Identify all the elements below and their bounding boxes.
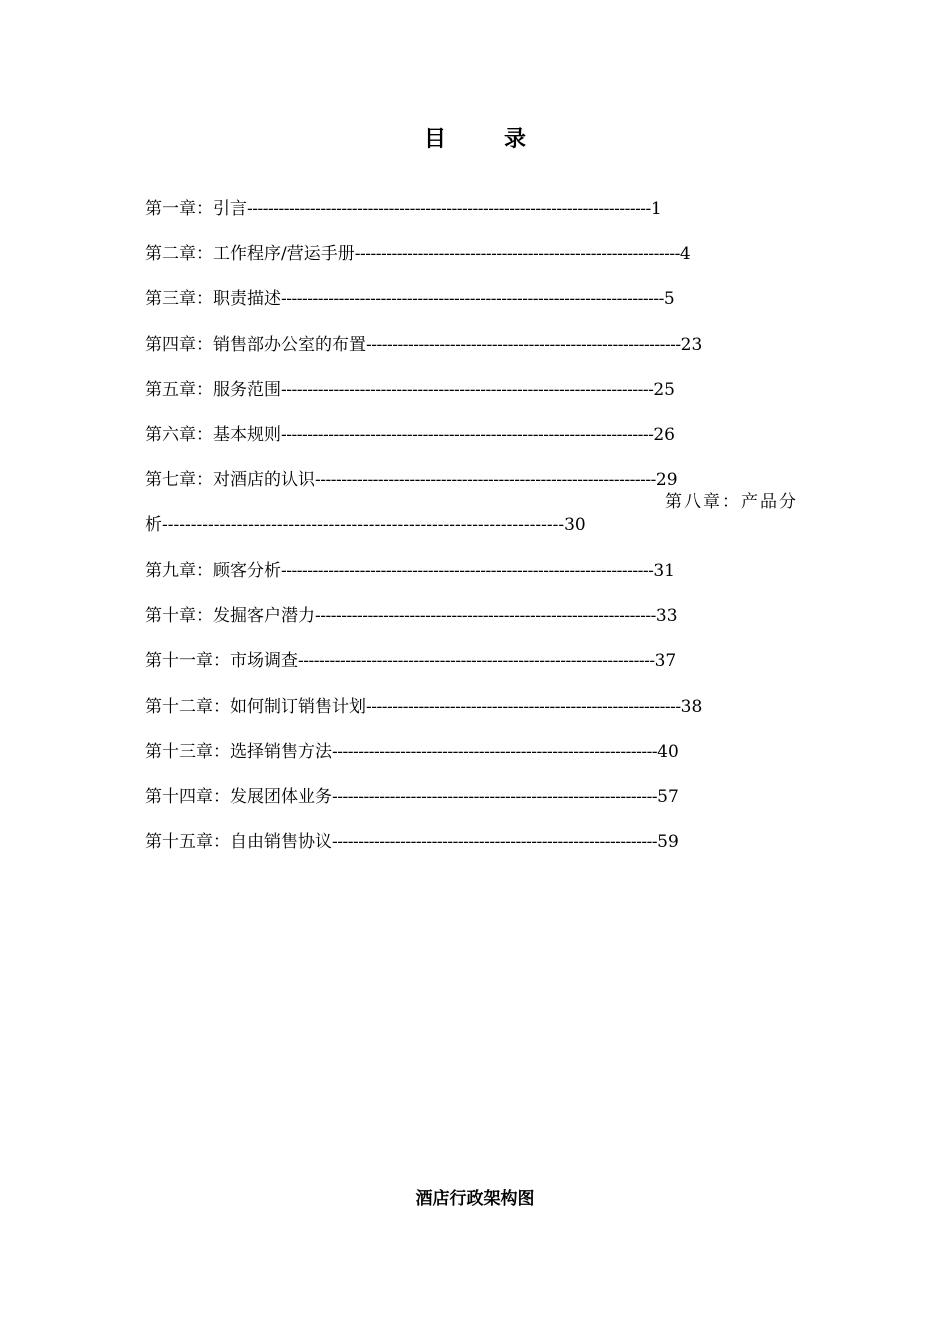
toc-leader: -----------------------------------------------------------------	[315, 606, 656, 626]
toc-entry-3[interactable]	[145, 288, 785, 310]
toc-entry-6[interactable]	[145, 424, 785, 446]
toc-entry-2[interactable]	[145, 243, 785, 265]
toc-entry-12[interactable]	[145, 696, 785, 718]
toc-leader: --------------------------------------------------------------	[332, 742, 658, 762]
toc-entry-page: 57	[657, 787, 679, 807]
toc-entry-label: 第五章：服务范围	[145, 380, 281, 400]
toc-entry-label: 第九章：顾客分析	[145, 561, 281, 581]
toc-entry-label: 第二章：工作程序/营运手册	[145, 244, 355, 264]
toc-leader: --------------------------------------------------------------	[332, 832, 658, 852]
toc-entry-label: 第十二章：如何制订销售计划	[145, 697, 366, 717]
toc-entry-5[interactable]	[145, 379, 785, 401]
toc-entry-page: 1	[650, 199, 662, 219]
toc-entry-7[interactable]	[145, 469, 785, 491]
toc-entry-label: 第七章：对酒店的认识	[145, 470, 315, 490]
toc-entry-8-part1[interactable]	[665, 491, 798, 513]
toc-leader: --------------------------------------------------------------	[354, 244, 680, 264]
toc-entry-label: 第十章：发掘客户潜力	[145, 606, 315, 626]
toc-title-right: 录	[504, 126, 527, 152]
toc-entry-11[interactable]	[145, 650, 785, 672]
toc-entry-page: 29	[655, 470, 678, 490]
toc-entry-14[interactable]	[145, 786, 785, 808]
toc-title	[0, 122, 950, 153]
toc-entry-page: 31	[653, 561, 675, 581]
toc-entry-9[interactable]	[145, 560, 785, 582]
toc-entry-label: 第四章：销售部办公室的布置	[145, 335, 366, 355]
toc-entry-page: 23	[680, 335, 703, 355]
toc-entry-label: 析	[145, 515, 162, 535]
toc-entry-label: 第三章：职责描述	[145, 289, 281, 309]
toc-entry-page: 5	[663, 289, 675, 309]
toc-entry-10[interactable]	[145, 605, 785, 627]
toc-leader: -----------------------------------------------------------------------	[281, 380, 654, 400]
toc-entry-page: 30	[564, 515, 586, 535]
toc-entry-label: 第十一章：市场调查	[145, 651, 298, 671]
toc-entry-label: 第八章：产品分	[665, 492, 798, 512]
toc-entry-page: 37	[654, 651, 677, 671]
toc-entry-label: 第一章：引言	[145, 199, 247, 219]
toc-entry-13[interactable]	[145, 741, 785, 763]
toc-leader: ------------------------------------------------------------	[366, 335, 681, 355]
toc-entry-label: 第十四章：发展团体业务	[145, 787, 332, 807]
toc-entry-8-part2[interactable]	[145, 514, 665, 536]
toc-leader: -------------------------------------------------------------------------	[281, 289, 664, 309]
toc-entry-page: 59	[657, 832, 679, 852]
toc-entry-page: 26	[653, 425, 675, 445]
toc-entry-page: 38	[680, 697, 703, 717]
toc-entry-page: 4	[679, 244, 691, 264]
toc-leader: --------------------------------------------------------------	[332, 787, 658, 807]
toc-entry-1[interactable]	[145, 198, 785, 220]
toc-leader: -----------------------------------------------------------------------	[281, 561, 654, 581]
toc-entry-4[interactable]	[145, 334, 785, 356]
toc-entry-page: 33	[655, 606, 678, 626]
toc-leader: --------------------------------------------------------------------	[298, 651, 655, 671]
toc-entry-15[interactable]	[145, 831, 785, 853]
toc-entry-label: 第六章：基本规则	[145, 425, 281, 445]
toc-entry-page: 40	[657, 742, 679, 762]
toc-title-left: 目	[423, 126, 446, 152]
toc-leader: ----------------------------------------------------------------------	[162, 515, 565, 535]
section-heading: 酒店行政架构图	[415, 1189, 535, 1209]
toc-entry-label: 第十五章：自由销售协议	[145, 832, 332, 852]
toc-entry-label: 第十三章：选择销售方法	[145, 742, 332, 762]
toc-leader: ------------------------------------------------------------	[366, 697, 681, 717]
toc-leader: -----------------------------------------------------------------------------	[247, 199, 651, 219]
toc-leader: -----------------------------------------------------------------	[315, 470, 656, 490]
toc-entry-page: 25	[653, 380, 675, 400]
toc-leader: -----------------------------------------------------------------------	[281, 425, 654, 445]
